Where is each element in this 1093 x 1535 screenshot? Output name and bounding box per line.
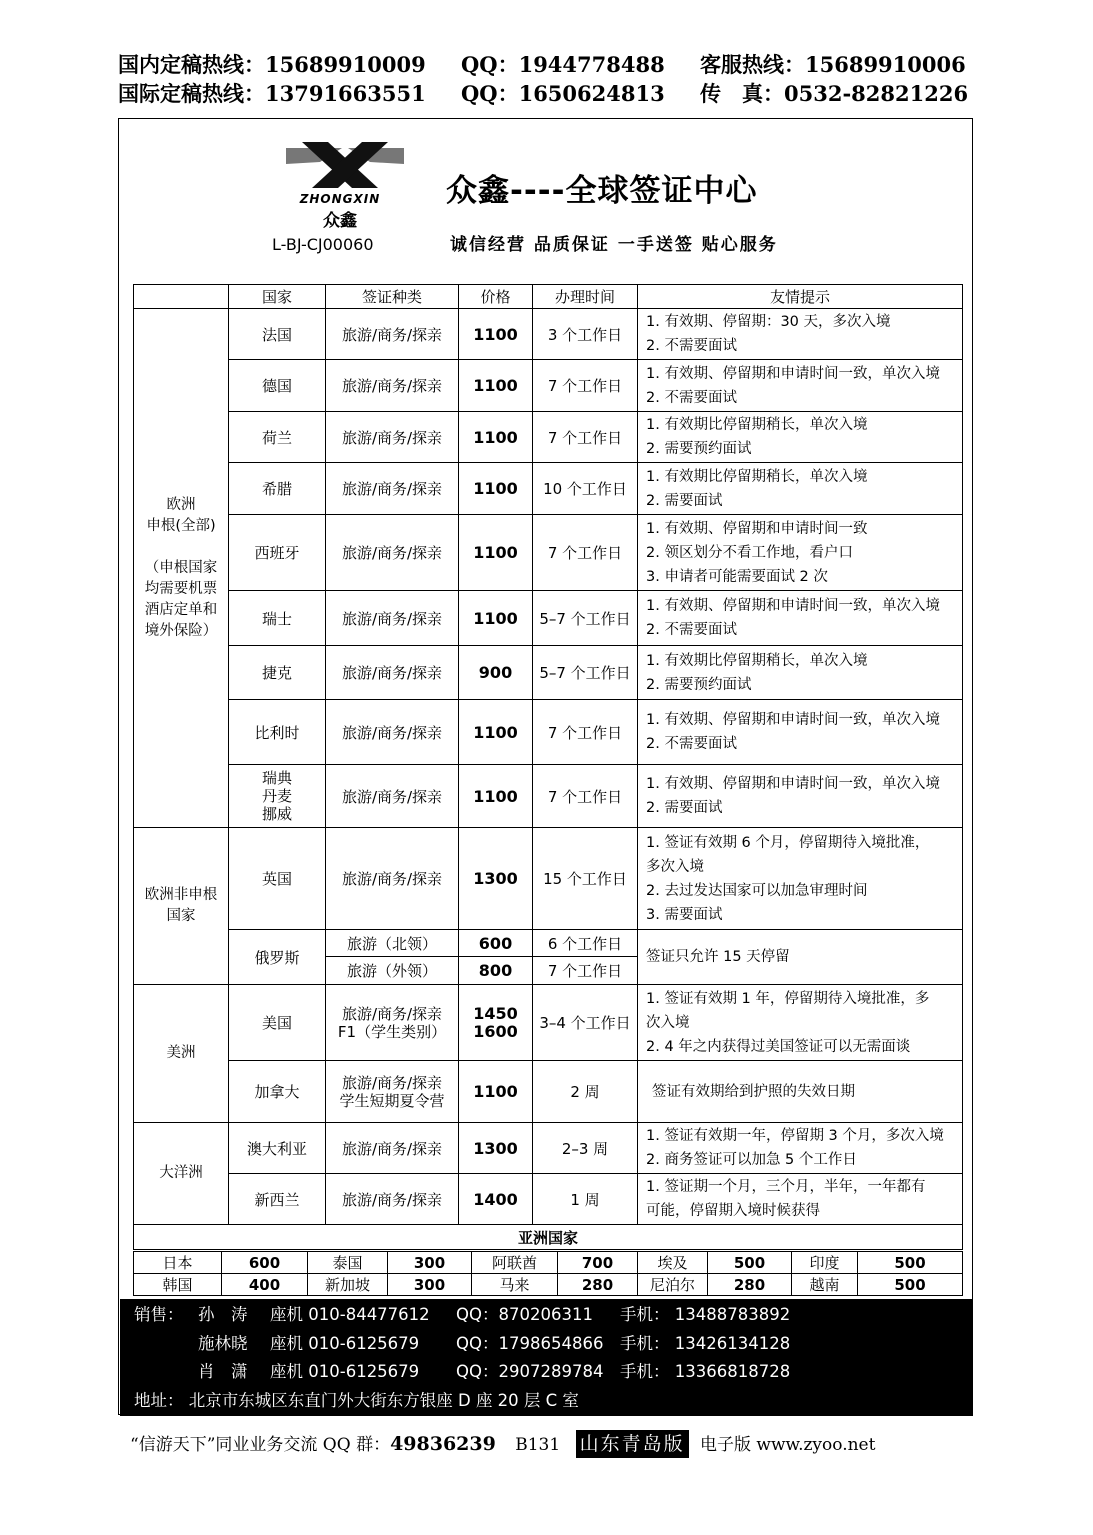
contact-line (134, 1330, 964, 1358)
table-row (134, 412, 963, 463)
price-cell: 1100 (459, 765, 533, 828)
time-cell: 5–7 个工作日 (533, 646, 638, 700)
price-cell: 800 (459, 957, 533, 985)
type-cell: 旅游/商务/探亲 (326, 412, 459, 463)
tip-line: 1. 签证期一个月，三个月，半年，一年都有 (646, 1179, 926, 1195)
tip-line: 2. 去过发达国家可以加急审理时间 (646, 882, 868, 899)
table-row (134, 360, 963, 412)
table-row (134, 985, 963, 1061)
sales-name: 肖 潇 (198, 1362, 248, 1381)
asia-price: 500 (858, 1252, 963, 1274)
tip-line: 2. 4 年之内获得过美国签证可以无需面谈 (646, 1038, 911, 1055)
type-line: 旅游/商务/探亲 (341, 1073, 443, 1092)
hotline-row (118, 50, 978, 79)
time-cell: 3 个工作日 (533, 309, 638, 360)
type-cell: 旅游/商务/探亲 (326, 309, 459, 360)
tip-line: 1. 有效期比停留期稍长，单次入境 (646, 417, 868, 433)
tips-cell (638, 765, 963, 828)
tip-line: 次入境 (646, 1014, 690, 1031)
asia-row (134, 1252, 963, 1274)
price-line: 1450 (473, 1003, 518, 1023)
country-cell: 德国 (229, 360, 326, 412)
tip-line: 1. 有效期、停留期和申请时间一致，单次入境 (646, 712, 940, 728)
table-row (134, 765, 963, 828)
country-cell: 捷克 (229, 646, 326, 700)
header-country: 国家 (229, 285, 326, 309)
time-cell: 15 个工作日 (533, 828, 638, 930)
region-oceania: 大洋洲 (134, 1123, 229, 1225)
table-row (134, 828, 963, 930)
price-cell: 1100 (459, 1061, 533, 1123)
tips-cell (638, 930, 963, 985)
visa-table (133, 284, 963, 1250)
tip-line: 2. 不需要面试 (646, 389, 737, 406)
hotline-row (118, 79, 978, 108)
price-cell (459, 985, 533, 1061)
time-cell: 2–3 周 (533, 1123, 638, 1174)
price-cell: 1100 (459, 360, 533, 412)
time-cell: 7 个工作日 (533, 412, 638, 463)
fax: 传 真：0532-82821226 (700, 81, 969, 106)
country-cell (229, 765, 326, 828)
price-cell: 1100 (459, 309, 533, 360)
time-cell: 6 个工作日 (533, 930, 638, 957)
sales-qq: QQ：870206311 (456, 1305, 593, 1324)
region-line: 欧洲非申根 (144, 887, 218, 903)
footer-website: 电子版 www.zyoo.net (700, 1435, 876, 1455)
tip-line: 3. 申请者可能需要面试 2 次 (646, 568, 828, 585)
tip-line: 1. 有效期比停留期稍长，单次入境 (646, 468, 868, 485)
tip-line: 1. 有效期、停留期：30 天，多次入境 (646, 314, 891, 330)
price-cell: 1100 (459, 412, 533, 463)
type-cell: 旅游/商务/探亲 (326, 463, 459, 515)
price-cell: 1100 (459, 700, 533, 765)
asia-country: 马来 (472, 1274, 558, 1296)
price-cell: 1300 (459, 1123, 533, 1174)
tips-cell (638, 515, 963, 591)
type-cell (326, 1061, 459, 1123)
tips-cell (638, 1061, 963, 1123)
region-spacer (134, 537, 228, 558)
table-row (134, 646, 963, 700)
sales-label: 销售： (134, 1305, 184, 1324)
table-row (134, 930, 963, 957)
contact-block (120, 1299, 973, 1416)
tip-line: 3. 需要面试 (646, 906, 723, 923)
tips-cell (638, 985, 963, 1061)
table-row (134, 591, 963, 646)
time-cell: 7 个工作日 (533, 765, 638, 828)
country-cell: 荷兰 (229, 412, 326, 463)
type-cell: 旅游/商务/探亲 (326, 591, 459, 646)
tip-line: 多次入境 (646, 858, 704, 875)
sales-qq: QQ：2907289784 (456, 1362, 604, 1381)
type-line: 学生短期夏令营 (339, 1091, 445, 1110)
slogan: 诚信经营 品质保证 一手送签 贴心服务 (450, 235, 778, 255)
country-cell: 比利时 (229, 700, 326, 765)
asia-price: 300 (388, 1252, 472, 1274)
region-line: 国家 (166, 908, 196, 924)
tips-cell (638, 1174, 963, 1225)
tip-line: 1. 签证有效期 6 个月，停留期待入境批准， (646, 834, 930, 851)
country-line: 挪威 (261, 805, 292, 823)
header-type: 签证种类 (326, 285, 459, 309)
country-cell: 法国 (229, 309, 326, 360)
domestic-hotline: 国内定稿热线：15689910009 (118, 52, 426, 77)
type-cell (326, 985, 459, 1061)
country-cell: 澳大利亚 (229, 1123, 326, 1174)
asia-country: 泰国 (308, 1252, 388, 1274)
type-cell: 旅游/商务/探亲 (326, 360, 459, 412)
sales-name: 孙 涛 (198, 1305, 248, 1324)
tips-cell (638, 412, 963, 463)
asia-country: 越南 (792, 1274, 858, 1296)
country-cell: 新西兰 (229, 1174, 326, 1225)
time-cell: 10 个工作日 (533, 463, 638, 515)
contact-line (134, 1358, 964, 1386)
region-line: 酒店定单和 (144, 601, 218, 618)
country-cell: 加拿大 (229, 1061, 326, 1123)
price-cell: 1100 (459, 515, 533, 591)
country-cell: 瑞士 (229, 591, 326, 646)
sales-phone: 座机 010-6125679 (270, 1362, 420, 1381)
asia-price: 400 (222, 1274, 308, 1296)
sales-phone: 座机 010-6125679 (270, 1334, 420, 1353)
tip-line: 可能，停留期入境时候获得 (646, 1203, 820, 1219)
type-cell: 旅游/商务/探亲 (326, 646, 459, 700)
tips-cell (638, 360, 963, 412)
tip-line: 2. 需要面试 (646, 800, 723, 816)
time-cell: 3–4 个工作日 (533, 985, 638, 1061)
asia-country: 阿联酋 (472, 1252, 558, 1274)
type-cell: 旅游/商务/探亲 (326, 1123, 459, 1174)
region-non-schengen (134, 828, 229, 985)
asia-price: 280 (558, 1274, 638, 1296)
tip-line: 2. 需要预约面试 (646, 441, 752, 457)
type-line: F1（学生类别） (337, 1022, 447, 1041)
footer-group-text: “信游天下”同业业务交流 QQ 群： (130, 1435, 391, 1455)
asia-country: 埃及 (638, 1252, 708, 1274)
price-cell: 1300 (459, 828, 533, 930)
asia-country: 印度 (792, 1252, 858, 1274)
header-region (134, 285, 229, 309)
tip-line: 2. 不需要面试 (646, 338, 737, 354)
time-cell: 7 个工作日 (533, 515, 638, 591)
region-line: 均需要机票 (144, 580, 218, 597)
tip-line: 2. 不需要面试 (646, 622, 737, 638)
intl-hotline: 国际定稿热线：13791663551 (118, 81, 426, 106)
qq-2: QQ：1650624813 (461, 81, 665, 106)
tip-line: 签证有效期给到护照的失效日期 (652, 1083, 855, 1100)
asia-country: 新加坡 (308, 1274, 388, 1296)
table-row (134, 515, 963, 591)
logo-chinese-name: 众鑫 (323, 211, 357, 231)
header-price: 价格 (459, 285, 533, 309)
country-cell: 美国 (229, 985, 326, 1061)
country-line: 丹麦 (261, 787, 292, 805)
tips-cell (638, 463, 963, 515)
region-line: 欧洲 (166, 496, 196, 513)
country-cell: 俄罗斯 (229, 930, 326, 985)
table-row (134, 309, 963, 360)
logo-english-name: ZHONGXIN (299, 192, 381, 206)
footer (130, 1430, 875, 1458)
type-line: 旅游/商务/探亲 (341, 1004, 443, 1023)
country-cell: 西班牙 (229, 515, 326, 591)
qq-1: QQ：1944778488 (461, 52, 665, 77)
sales-mobile: 手机： 13366818728 (620, 1362, 791, 1381)
asia-table (133, 1251, 963, 1296)
tips-cell (638, 700, 963, 765)
region-line: 申根(全部) (146, 517, 216, 534)
time-cell: 2 周 (533, 1061, 638, 1123)
edition-badge: 山东青岛版 (576, 1430, 689, 1458)
sales-mobile: 手机： 13488783892 (620, 1305, 791, 1324)
price-cell: 600 (459, 930, 533, 957)
sales-phone: 座机 010-84477612 (270, 1305, 430, 1324)
table-row (134, 1174, 963, 1225)
header-time: 办理时间 (533, 285, 638, 309)
time-cell: 5–7 个工作日 (533, 591, 638, 646)
table-row (134, 700, 963, 765)
price-cell: 1400 (459, 1174, 533, 1225)
type-cell: 旅游/商务/探亲 (326, 1174, 459, 1225)
tip-line: 1. 有效期、停留期和申请时间一致 (646, 520, 868, 537)
asia-title-row (134, 1225, 963, 1250)
price-line: 1600 (473, 1021, 518, 1041)
table-row (134, 463, 963, 515)
tips-cell (638, 646, 963, 700)
asia-price: 300 (388, 1274, 472, 1296)
tip-line: 1. 签证有效期一年，停留期 3 个月，多次入境 (646, 1128, 944, 1144)
asia-country: 日本 (134, 1252, 222, 1274)
tip-line: 2. 领区划分不看工作地，看户口 (646, 544, 853, 561)
region-america: 美洲 (134, 985, 229, 1123)
table-row (134, 1123, 963, 1174)
type-cell: 旅游（北领） (326, 930, 459, 957)
tips-cell (638, 591, 963, 646)
sales-name: 施林晓 (198, 1334, 248, 1353)
tip-line: 1. 签证有效期 1 年，停留期待入境批准，多 (646, 990, 930, 1007)
sales-qq: QQ：1798654866 (456, 1334, 604, 1353)
time-cell: 7 个工作日 (533, 700, 638, 765)
region-line: 境外保险） (144, 622, 218, 639)
country-line: 瑞典 (261, 769, 292, 787)
footer-qq-group: 49836239 (390, 1433, 496, 1455)
asia-price: 700 (558, 1252, 638, 1274)
time-cell: 7 个工作日 (533, 957, 638, 985)
asia-country: 尼泊尔 (638, 1274, 708, 1296)
tip-line: 2. 商务签证可以加急 5 个工作日 (646, 1152, 857, 1168)
header-tips: 友情提示 (638, 285, 963, 309)
table-header-row (134, 285, 963, 309)
asia-price: 600 (222, 1252, 308, 1274)
asia-country: 韩国 (134, 1274, 222, 1296)
type-cell: 旅游/商务/探亲 (326, 828, 459, 930)
tip-line: 2. 不需要面试 (646, 736, 737, 752)
region-line: （申根国家 (144, 559, 218, 576)
tip-line: 1. 有效期比停留期稍长，单次入境 (646, 652, 868, 669)
asia-title: 亚洲国家 (134, 1225, 963, 1250)
sales-mobile: 手机： 13426134128 (620, 1334, 791, 1353)
asia-price: 500 (708, 1252, 792, 1274)
footer-code: B131 (515, 1435, 561, 1455)
price-cell: 900 (459, 646, 533, 700)
service-hotline: 客服热线：15689910006 (700, 52, 966, 77)
asia-row (134, 1274, 963, 1296)
address: 地址： 北京市东城区东直门外大街东方银座 D 座 20 层 C 室 (134, 1391, 579, 1410)
license-number: L-BJ-CJ00060 (272, 235, 374, 254)
table-row (134, 1061, 963, 1123)
page-title: 众鑫----全球签证中心 (446, 173, 758, 209)
tip-line: 1. 有效期、停留期和申请时间一致，单次入境 (646, 776, 940, 792)
country-cell: 英国 (229, 828, 326, 930)
tip-line: 1. 有效期、停留期和申请时间一致，单次入境 (646, 598, 940, 614)
time-cell: 1 周 (533, 1174, 638, 1225)
price-cell: 1100 (459, 591, 533, 646)
type-cell: 旅游（外领） (326, 957, 459, 985)
type-cell: 旅游/商务/探亲 (326, 515, 459, 591)
time-cell: 7 个工作日 (533, 360, 638, 412)
tip-line: 2. 需要预约面试 (646, 676, 752, 693)
tips-cell (638, 309, 963, 360)
tip-line: 签证只允许 15 天停留 (646, 949, 790, 965)
hotlines (118, 50, 978, 108)
tip-line: 1. 有效期、停留期和申请时间一致，单次入境 (646, 365, 940, 382)
type-cell: 旅游/商务/探亲 (326, 700, 459, 765)
contact-line (134, 1301, 964, 1329)
country-cell: 希腊 (229, 463, 326, 515)
price-cell: 1100 (459, 463, 533, 515)
tips-cell (638, 828, 963, 930)
tip-line: 2. 需要面试 (646, 492, 723, 509)
asia-price: 280 (708, 1274, 792, 1296)
region-schengen (134, 309, 229, 828)
type-cell: 旅游/商务/探亲 (326, 765, 459, 828)
tips-cell (638, 1123, 963, 1174)
asia-price: 500 (858, 1274, 963, 1296)
